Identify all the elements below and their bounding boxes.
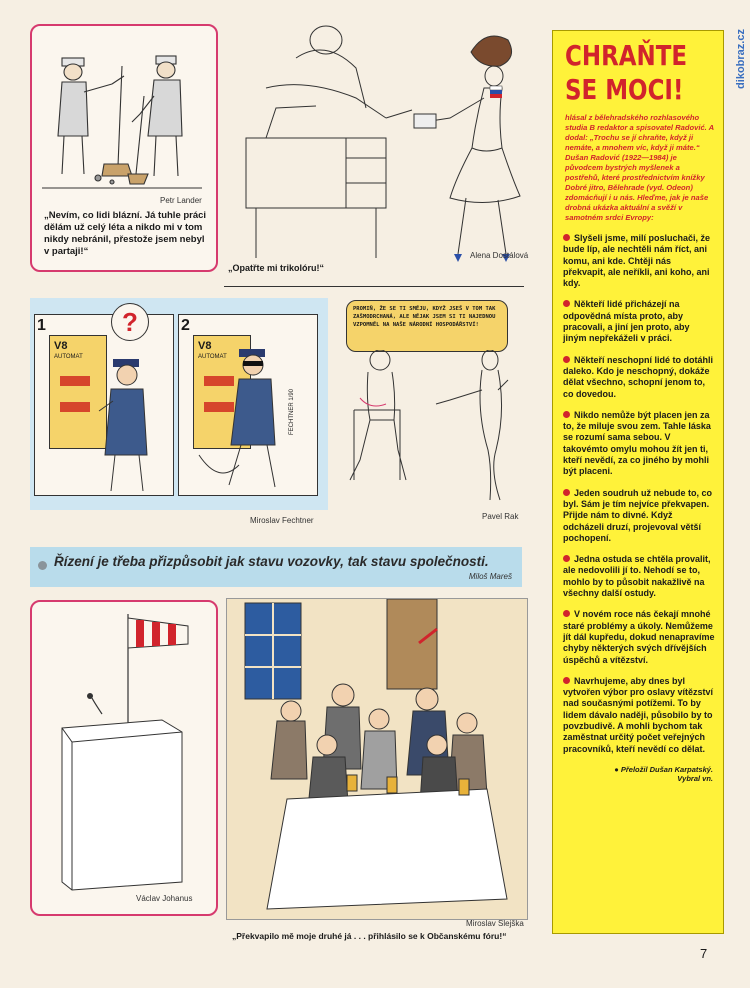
- cartoon-dostalova-author: Alena Dostálová: [470, 251, 529, 260]
- quote-text: Řízení je třeba přizpůsobit jak stavu vozovky, tak stavu společnosti.: [54, 554, 489, 569]
- cartoon-johanus-drawing: [32, 602, 216, 902]
- article-intro: hlásal z bělehradského rozhlasového studia B redaktor a spisovatel Radović. A dodal: „Trochu se jí chraňte, když ji nemáte, a mnohem víc, když ji máte.“ Dušan Radović (1922—1984) je původcem bystrých myšlenek a postřehů, které prostřednictvím knížky Dobré jitro, Bělehrade (vyd. Odeon) zdomácňují i u nás. Hleďme, jak je naše drobná ukázka aktuální a svěží v samotném srdci Evropy:: [565, 113, 714, 222]
- vending-machine-1: V8 AUTOMAT: [49, 335, 107, 449]
- article-item: Nikdo nemůže být placen jen za to, že miluje svou zem. Tahle láska se rozumí sama sebou. V takovémto omylu mohou žít jen ti, kteří nevědí, za co jiného by mohli být placeni.: [563, 409, 711, 477]
- fechtner-signature: FECHTNER 1/90: [289, 388, 295, 435]
- article-item: Někteří lidé přicházejí na odpovědná místa proto, aby pracovali, a jiní jen proto, aby jiným nepřekáželi v práci.: [563, 299, 690, 344]
- rak-speech-bubble: PROMIŇ, ŽE SE TI SMĚJU, KDYŽ JSEŠ V TOM TAK ZAŠMODRCHANÁ, ALE NĚJAK JSEM SI TI NAJEDNOU VZPOMNĚL NA NAŠE NÁRODNÍ HOSPODÁŘSTVÍ!: [346, 300, 508, 352]
- fechtner-panel-2: [178, 314, 318, 496]
- cartoon-lander-author: Petr Lander: [160, 196, 202, 205]
- bullet-icon: [563, 300, 570, 307]
- bullet-icon: [563, 677, 570, 684]
- page-number: 7: [700, 946, 708, 961]
- bullet-icon: [563, 411, 570, 418]
- article-item: V novém roce nás čekají mnohé staré problémy a úkoly. Nemůžeme jít dál kupředu, dokud nenapravíme chyby některých svých dřívějších úspěchů a vítězství.: [563, 609, 715, 665]
- cartoon-lander-frame: [30, 24, 218, 272]
- cartoon-lander-drawing: [32, 26, 216, 206]
- article-item: Jeden soudruh už nebude to, co byl. Sám je tím nejvíce překvapen. Přijde nám to divné. Když odcházeli druzí, projevoval větší pochopení.: [563, 487, 713, 543]
- cartoon-fechtner: [30, 298, 328, 510]
- bullet-icon: [563, 610, 570, 617]
- cartoon-rak-author: Pavel Rak: [482, 512, 519, 521]
- cartoon-slejska: [226, 598, 528, 920]
- question-bubble: ?: [111, 303, 149, 341]
- article-item: Navrhujeme, aby dnes byl vytvořen výbor pro oslavy vítězství nad současnými potížemi. To by lidem dávalo naději, působilo by to povzbudivě. A mohli bychom tak zaměstnat určitý počet veřejných pracovníků, kteří nevědí co dělat.: [563, 675, 714, 754]
- bullet-icon: [563, 489, 570, 496]
- cartoon-johanus-author: Václav Johanus: [136, 894, 193, 903]
- panel-1-number: 1: [37, 317, 46, 334]
- fechtner-panel-1: [34, 307, 174, 496]
- windsock-icon: [128, 618, 188, 648]
- article-translator: ● Přeložil Dušan Karpatský. Vybral vn.: [614, 764, 713, 783]
- watermark: dikobraz.cz: [735, 29, 747, 89]
- cartoon-rak-drawing: [340, 350, 520, 510]
- cartoon-fechtner-author: Miroslav Fechtner: [250, 516, 314, 525]
- cartoon-slejska-caption: „Překvapilo mě moje druhé já . . . přihlásilo se k Občanskému fóru!“: [232, 931, 507, 941]
- bullet-icon: [563, 555, 570, 562]
- cartoon-lander-caption: „Nevím, co lidi blázní. Já tuhle práci dělám už celý léta a nikdo mi v tom nikdy nebránil, přestože jsem nebyl v partaji!“: [44, 210, 207, 257]
- separator-line: [224, 286, 524, 287]
- bullet-icon: [563, 356, 570, 363]
- vending-machine-2: V8 AUTOMAT: [193, 335, 251, 449]
- cartoon-dostalova-drawing: [236, 18, 536, 268]
- article-item: Někteří neschopní lidé to dotáhli daleko. Kdo je neschopný, dokáže dělat všechno, schopní jenom to, co dovedou.: [563, 354, 714, 399]
- bullet-icon: [38, 561, 47, 570]
- panel-2-number: 2: [181, 317, 190, 334]
- cartoon-dostalova-caption: „Opatřte mi trikolóru!“: [228, 263, 325, 273]
- article-items: [563, 233, 715, 755]
- cartoon-slejska-author: Miroslav Slejška: [466, 919, 524, 928]
- bullet-icon: [563, 234, 570, 241]
- sidebar-article: [552, 30, 724, 934]
- cartoon-johanus-frame: [30, 600, 218, 916]
- article-item: Slyšeli jsme, milí posluchači, že bude líp, ale nechtěli nám říct, ani komu, ani kde. Chtěji nás překvapit, ale neříkli, ani koho, ani kdy.: [563, 233, 711, 289]
- quote-author: Miloš Mareš: [468, 572, 512, 581]
- article-item: Jedna ostuda se chtěla provalit, ale nedovolili jí to. Nehodí se to, mohlo by to působit nakažlivě na všechny další ostudy.: [563, 554, 711, 599]
- article-title: CHRAŇTE SE MOCI!: [565, 39, 688, 106]
- quote-banner: [30, 547, 522, 587]
